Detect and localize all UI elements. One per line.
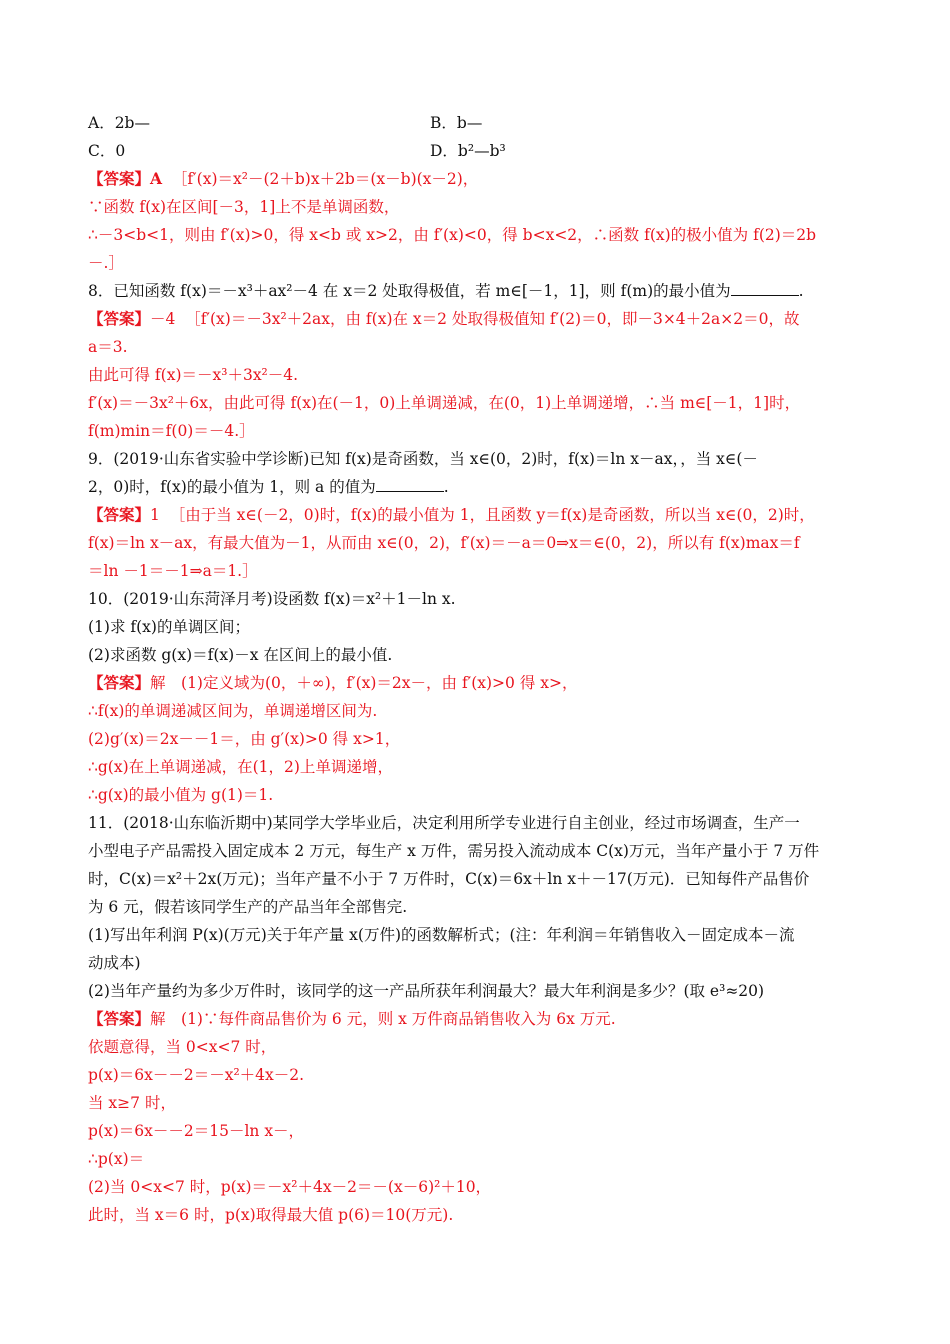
option-a: A．2b—	[88, 114, 150, 132]
q8-answer-line-3: 由此可得 f(x)＝－x³＋3x²－4.	[88, 366, 299, 384]
q10-answer-line-2: ∴f(x)的单调递减区间为，单调递增区间为.	[88, 702, 378, 720]
answer-label: 【答案】	[88, 1009, 151, 1028]
q10-part-2: (2)求函数 g(x)＝f(x)－x 在区间上的最小值.	[88, 646, 393, 664]
answer-label: 【答案】	[88, 505, 151, 524]
q11-answer-line-1	[88, 1009, 868, 1029]
q9-answer-line-3: ＝ln －1＝－1⇒a＝1.］	[88, 562, 258, 580]
q11-answer-line-8: 此时，当 x＝6 时，p(x)取得最大值 p(6)＝10(万元).	[88, 1206, 454, 1224]
answer-label: 【答案】	[88, 169, 151, 188]
q11-answer-line-2: 依题意得，当 0<x<7 时，	[88, 1038, 277, 1056]
option-c: C．0	[88, 142, 126, 160]
answer-label: 【答案】	[88, 309, 151, 328]
q9-stem-text: 2，0)时，f(x)的最小值为 1，则 a 的值为	[88, 478, 376, 496]
q8-answer-line-2: a＝3.	[88, 338, 128, 356]
q11-stem-line-3: 时，C(x)＝x²＋2x(万元)；当年产量不小于 7 万件时，C(x)＝6x＋ln x＋－17(万元)．已知每件产品售价	[88, 870, 810, 888]
q7-answer-line-4: －.］	[88, 254, 124, 272]
q11-stem-line-1: 11．(2018·山东临沂期中)某同学大学毕业后，决定利用所学专业进行自主创业，经过市场调查，生产一	[88, 814, 800, 832]
q8-answer-blank	[731, 281, 799, 296]
q7-answer-text: ［f′(x)＝x²－(2＋b)x＋2b＝(x－b)(x－2)，	[171, 170, 479, 188]
q10-answer-line-5: ∴g(x)的最小值为 g(1)＝1.	[88, 786, 274, 804]
q8-stem-text: 8．已知函数 f(x)＝－x³＋ax²－4 在 x＝2 处取得极值，若 m∈[－1，1]，则 f(m)的最小值为	[88, 282, 731, 300]
q9-answer-value: 1	[150, 506, 160, 524]
q10-answer-line-3: (2)g′(x)＝2x－－1＝，由 g′(x)>0 得 x>1，	[88, 730, 401, 748]
q8-answer-value: －4	[150, 310, 176, 328]
q9-answer-text: ［由于当 x∈(－2，0)时，f(x)的最小值为 1，且函数 y＝f(x)是奇函数，所以当 x∈(0，2)时，	[169, 506, 815, 524]
q7-answer-line-3: ∴－3<b<1，则由 f′(x)>0，得 x<b 或 x>2，由 f′(x)<0，得 b<x<2，∴函数 f(x)的极小值为 f(2)＝2b	[88, 226, 817, 244]
q11-stem-line-2: 小型电子产品需投入固定成本 2 万元，每生产 x 万件，需另投入流动成本 C(x)万元，当年产量小于 7 万件	[88, 842, 820, 860]
q9-answer-line-1	[88, 505, 868, 525]
q8-stem-end: .	[798, 282, 804, 300]
q10-answer-line-4: ∴g(x)在上单调递减，在(1，2)上单调递增，	[88, 758, 393, 776]
q9-answer-blank	[376, 477, 444, 492]
q11-part-1-line-2: 动成本)	[88, 954, 141, 972]
q9-answer-line-2: f(x)＝ln x－ax，有最大值为－1，从而由 x∈(0，2)，f′(x)＝－a＝0⇒x＝∈(0，2)，所以有 f(x)max＝f	[88, 534, 800, 552]
q11-stem-line-4: 为 6 元，假若该同学生产的产品当年全部售完.	[88, 898, 408, 916]
q8-stem	[88, 281, 868, 301]
q7-answer-choice: A	[150, 169, 163, 188]
q7-answer-line-2: ∵函数 f(x)在区间[－3，1]上不是单调函数，	[88, 198, 400, 216]
q10-part-1: (1)求 f(x)的单调区间；	[88, 618, 250, 636]
q11-part-1-line-1: (1)写出年利润 P(x)(万元)关于年产量 x(万件)的函数解析式；(注：年利润＝年销售收入－固定成本－流	[88, 926, 795, 944]
q11-answer-text: 解 (1)∵每件商品售价为 6 元，则 x 万件商品销售收入为 6x 万元.	[150, 1010, 616, 1028]
q11-part-2: (2)当年产量约为多少万件时，该同学的这一产品所获年利润最大？最大年利润是多少？(取 e³≈20)	[88, 982, 765, 1000]
q9-stem-end: .	[443, 478, 449, 496]
q10-answer-line-1	[88, 673, 868, 693]
q11-answer-line-4: 当 x≥7 时，	[88, 1094, 176, 1112]
q9-stem-line-2	[88, 477, 868, 497]
q8-answer-line-5: f(m)min＝f(0)＝－4.］	[88, 422, 255, 440]
q9-stem-line-1: 9．(2019·山东省实验中学诊断)已知 f(x)是奇函数，当 x∈(0，2)时，f(x)＝ln x－ax，，当 x∈(－	[88, 450, 758, 468]
q8-answer-text: ［f′(x)＝－3x²＋2ax，由 f(x)在 x＝2 处取得极值知 f′(2)＝0，即－3×4＋2a×2＝0，故	[185, 310, 800, 328]
q11-answer-line-5: p(x)＝6x－－2＝15－ln x－，	[88, 1122, 305, 1140]
q11-answer-line-7: (2)当 0<x<7 时，p(x)＝－x²＋4x－2＝－(x－6)²＋10，	[88, 1178, 492, 1196]
option-b: B．b—	[430, 114, 483, 132]
answer-label: 【答案】	[88, 673, 151, 692]
q10-answer-text: 解 (1)定义域为(0，＋∞)，f′(x)＝2x－，由 f′(x)>0 得 x>，	[150, 674, 578, 692]
q11-answer-line-6: ∴p(x)＝	[88, 1150, 145, 1168]
q7-answer-line-1	[88, 169, 868, 189]
q11-answer-line-3: p(x)＝6x－－2＝－x²＋4x－2.	[88, 1066, 305, 1084]
option-d: D．b²—b³	[430, 142, 506, 160]
q8-answer-line-4: f′(x)＝－3x²＋6x，由此可得 f(x)在(－1，0)上单调递减，在(0，1)上单调递增，∴当 m∈[－1，1]时，	[88, 394, 801, 412]
q8-answer-line-1	[88, 309, 868, 329]
q10-stem: 10．(2019·山东菏泽月考)设函数 f(x)＝x²＋1－ln x.	[88, 590, 456, 608]
